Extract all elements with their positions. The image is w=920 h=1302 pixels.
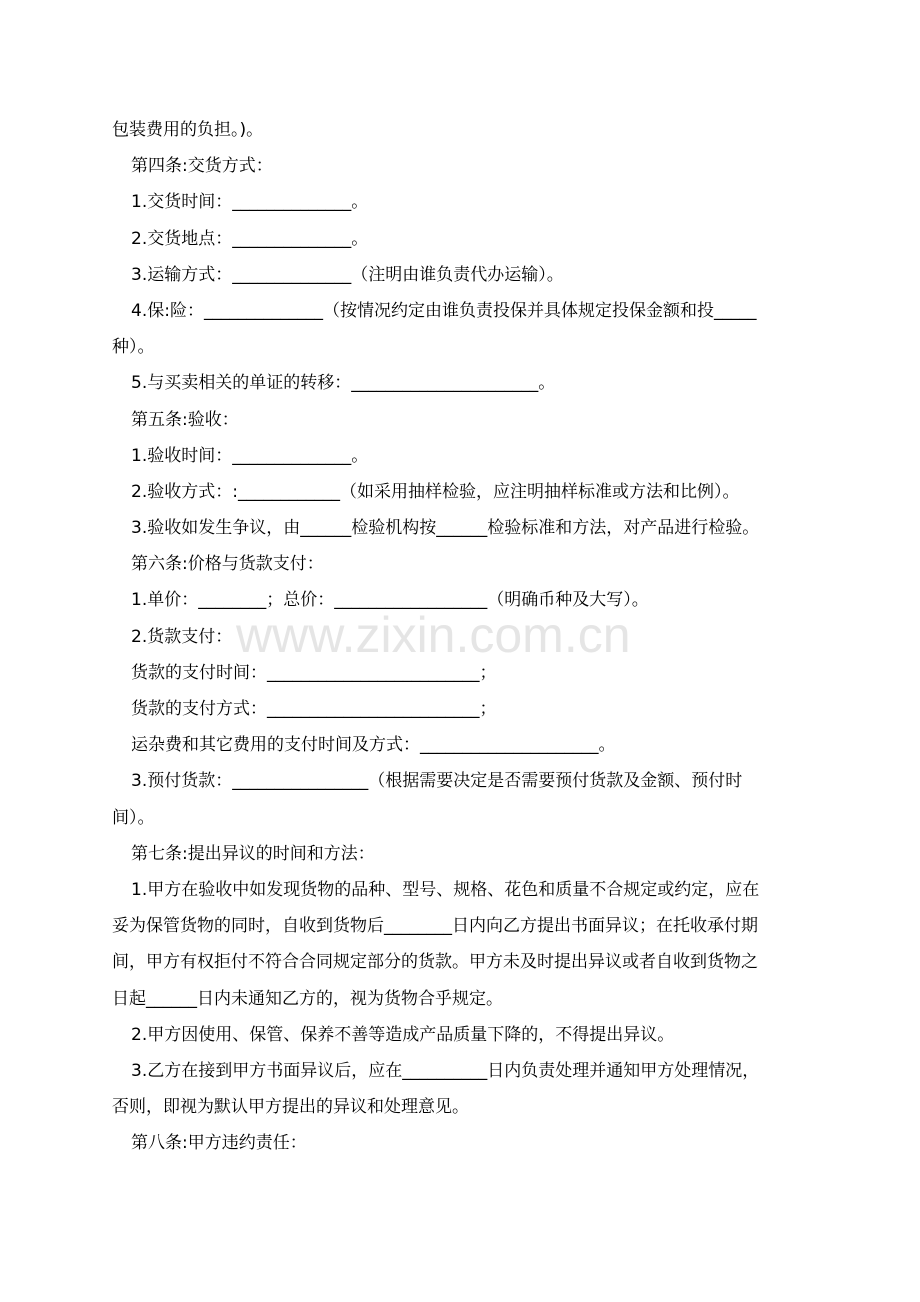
text-line: 2.甲方因使用、保管、保养不善等造成产品质量下降的，不得提出异议。 bbox=[131, 1025, 675, 1045]
text-line: 货款的支付时间：_________________________； bbox=[131, 663, 497, 683]
section-heading: 第八条:甲方违约责任： bbox=[131, 1133, 307, 1153]
watermark: www.zixin.com.cn bbox=[236, 607, 631, 663]
section-heading: 第四条:交货方式： bbox=[131, 156, 273, 176]
text-line: 妥为保管货物的同时，自收到货物后________日内向乙方提出书面异议；在托收承付期 bbox=[112, 916, 758, 936]
text-line: 4.保:险：______________（按情况约定由谁负责投保并具体规定投保金额和投_____ bbox=[131, 301, 757, 321]
text-line: 1.交货时间：______________。 bbox=[131, 192, 369, 212]
text-line: 1.甲方在验收中如发现货物的品种、型号、规格、花色和质量不合规定或约定，应在 bbox=[131, 880, 760, 900]
text-line: 包装费用的负担。)。 bbox=[112, 120, 264, 140]
text-line: 3.乙方在接到甲方书面异议后，应在__________日内负责处理并通知甲方处理情况， bbox=[131, 1061, 760, 1081]
text-line: 3.运输方式：______________（注明由谁负责代办运输）。 bbox=[131, 265, 564, 285]
text-line: 间，甲方有权拒付不符合合同规定部分的货款。甲方未及时提出异议或者自收到货物之 bbox=[112, 952, 758, 972]
text-line: 3.验收如发生争议，由______检验机构按______检验标准和方法，对产品进行检验。 bbox=[131, 518, 760, 538]
text-line: 货款的支付方式：_________________________； bbox=[131, 699, 497, 719]
text-line: 运杂费和其它费用的支付时间及方式：_____________________。 bbox=[131, 735, 616, 755]
text-line: 3.预付货款：________________（根据需要决定是否需要预付货款及金额、预付时 bbox=[131, 771, 743, 791]
section-heading: 第六条:价格与货款支付： bbox=[131, 554, 324, 574]
text-line: 日起______日内未通知乙方的，视为货物合乎规定。 bbox=[112, 989, 503, 1009]
text-line: 1.验收时间：______________。 bbox=[131, 446, 369, 466]
text-line: 5.与买卖相关的单证的转移：______________________。 bbox=[131, 373, 556, 393]
text-line: 1.单价：________；总价：__________________（明确币种及大写）。 bbox=[131, 590, 649, 610]
text-line: 否则，即视为默认甲方提出的异议和处理意见。 bbox=[112, 1097, 469, 1117]
text-line: 种）。 bbox=[112, 337, 155, 357]
text-line: 间）。 bbox=[112, 808, 155, 828]
section-heading: 第五条:验收： bbox=[131, 410, 239, 430]
text-line: 2.交货地点：______________。 bbox=[131, 229, 369, 249]
section-heading: 第七条:提出异议的时间和方法： bbox=[131, 844, 375, 864]
text-line: 2.货款支付： bbox=[131, 627, 233, 647]
text-line: 2.验收方式：:____________（如采用抽样检验，应注明抽样标准或方法和比例）。 bbox=[131, 482, 740, 502]
